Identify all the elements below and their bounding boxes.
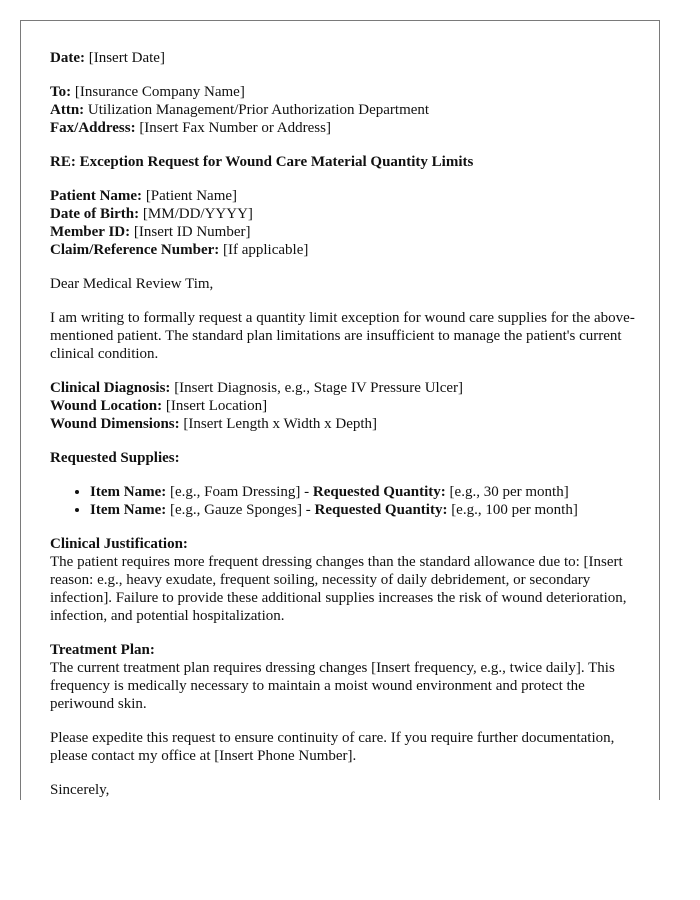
dob-line bbox=[50, 205, 640, 223]
member-id-value: [Insert ID Number] bbox=[133, 224, 251, 240]
subject-line bbox=[50, 153, 640, 171]
dob-label: Date of Birth: bbox=[50, 206, 140, 222]
justification-block bbox=[50, 535, 640, 625]
closing-paragraph: Please expedite this request to ensure continuity of care. If you require further documentation, please contact my office at [Insert Phone Number]. bbox=[50, 730, 615, 764]
member-id-label: Member ID: bbox=[50, 224, 131, 240]
date-line bbox=[50, 49, 640, 67]
item-name-value: [e.g., Foam Dressing] bbox=[169, 484, 301, 500]
subject-text: RE: Exception Request for Wound Care Material Quantity Limits bbox=[50, 154, 474, 170]
item-qty-label: Requested Quantity: bbox=[314, 502, 448, 518]
item-qty-label: Requested Quantity: bbox=[312, 484, 446, 500]
dob-value: [MM/DD/YYYY] bbox=[142, 206, 253, 222]
to-value: [Insurance Company Name] bbox=[74, 84, 245, 100]
item-name-label: Item Name: bbox=[90, 502, 167, 518]
intro-paragraph: I am writing to formally request a quantity limit exception for wound care supplies for the above-mentioned patient. The standard plan limitations are insufficient to manage the patient's current clinical condition. bbox=[50, 310, 635, 362]
item-name-value: [e.g., Gauze Sponges] bbox=[169, 502, 303, 518]
attn-line bbox=[50, 101, 640, 119]
patient-name-line bbox=[50, 187, 640, 205]
location-value: [Insert Location] bbox=[165, 398, 268, 414]
clinical-block bbox=[50, 379, 640, 433]
letter-page bbox=[20, 20, 660, 800]
item-qty-value: [e.g., 30 per month] bbox=[449, 484, 569, 500]
fax-value: [Insert Fax Number or Address] bbox=[139, 120, 331, 136]
fax-line bbox=[50, 119, 640, 137]
item-qty-value: [e.g., 100 per month] bbox=[451, 502, 578, 518]
treatment-heading: Treatment Plan: bbox=[50, 642, 155, 658]
claim-label: Claim/Reference Number: bbox=[50, 242, 220, 258]
salutation: Dear Medical Review Tim, bbox=[50, 276, 214, 292]
justification-text: The patient requires more frequent dressing changes than the standard allowance due to: [Insert reason: e.g., heavy exudate, frequent soiling, necessity of daily debridement, or secondary infection]. Failure to provide these additional supplies increases the risk of wound deterioration, infection, and potential hospitalization. bbox=[50, 554, 627, 624]
list-item: • Item Name: [e.g., Foam Dressing] - Requested Quantity: [e.g., 30 per month] bbox=[90, 483, 640, 501]
diagnosis-label: Clinical Diagnosis: bbox=[50, 380, 171, 396]
claim-line bbox=[50, 241, 640, 259]
patient-name-value: [Patient Name] bbox=[145, 188, 238, 204]
member-id-line bbox=[50, 223, 640, 241]
recipient-block bbox=[50, 83, 640, 137]
dimensions-label: Wound Dimensions: bbox=[50, 416, 180, 432]
dimensions-value: [Insert Length x Width x Depth] bbox=[183, 416, 378, 432]
dimensions-line bbox=[50, 415, 640, 433]
location-label: Wound Location: bbox=[50, 398, 163, 414]
attn-label: Attn: bbox=[50, 102, 85, 118]
patient-name-label: Patient Name: bbox=[50, 188, 143, 204]
date-value: [Insert Date] bbox=[88, 50, 165, 66]
item-name-label: Item Name: bbox=[90, 484, 167, 500]
location-line bbox=[50, 397, 640, 415]
signoff: Sincerely, bbox=[50, 782, 110, 798]
justification-heading: Clinical Justification: bbox=[50, 536, 188, 552]
letter-content bbox=[50, 49, 640, 799]
patient-block bbox=[50, 187, 640, 259]
treatment-block bbox=[50, 641, 640, 713]
claim-value: [If applicable] bbox=[223, 242, 309, 258]
supplies-heading bbox=[50, 449, 640, 467]
to-line bbox=[50, 83, 640, 101]
treatment-text: The current treatment plan requires dressing changes [Insert frequency, e.g., twice daily]. This frequency is medically necessary to maintain a moist wound environment and protect the periwound skin. bbox=[50, 660, 615, 712]
date-label: Date: bbox=[50, 50, 85, 66]
fax-label: Fax/Address: bbox=[50, 120, 136, 136]
supplies-list bbox=[50, 483, 640, 519]
list-item: • Item Name: [e.g., Gauze Sponges] - Requested Quantity: [e.g., 100 per month] bbox=[90, 501, 640, 519]
diagnosis-value: [Insert Diagnosis, e.g., Stage IV Pressure Ulcer] bbox=[174, 380, 464, 396]
diagnosis-line bbox=[50, 379, 640, 397]
supplies-heading-text: Requested Supplies: bbox=[50, 450, 180, 466]
attn-value: Utilization Management/Prior Authorization Department bbox=[87, 102, 430, 118]
to-label: To: bbox=[50, 84, 72, 100]
